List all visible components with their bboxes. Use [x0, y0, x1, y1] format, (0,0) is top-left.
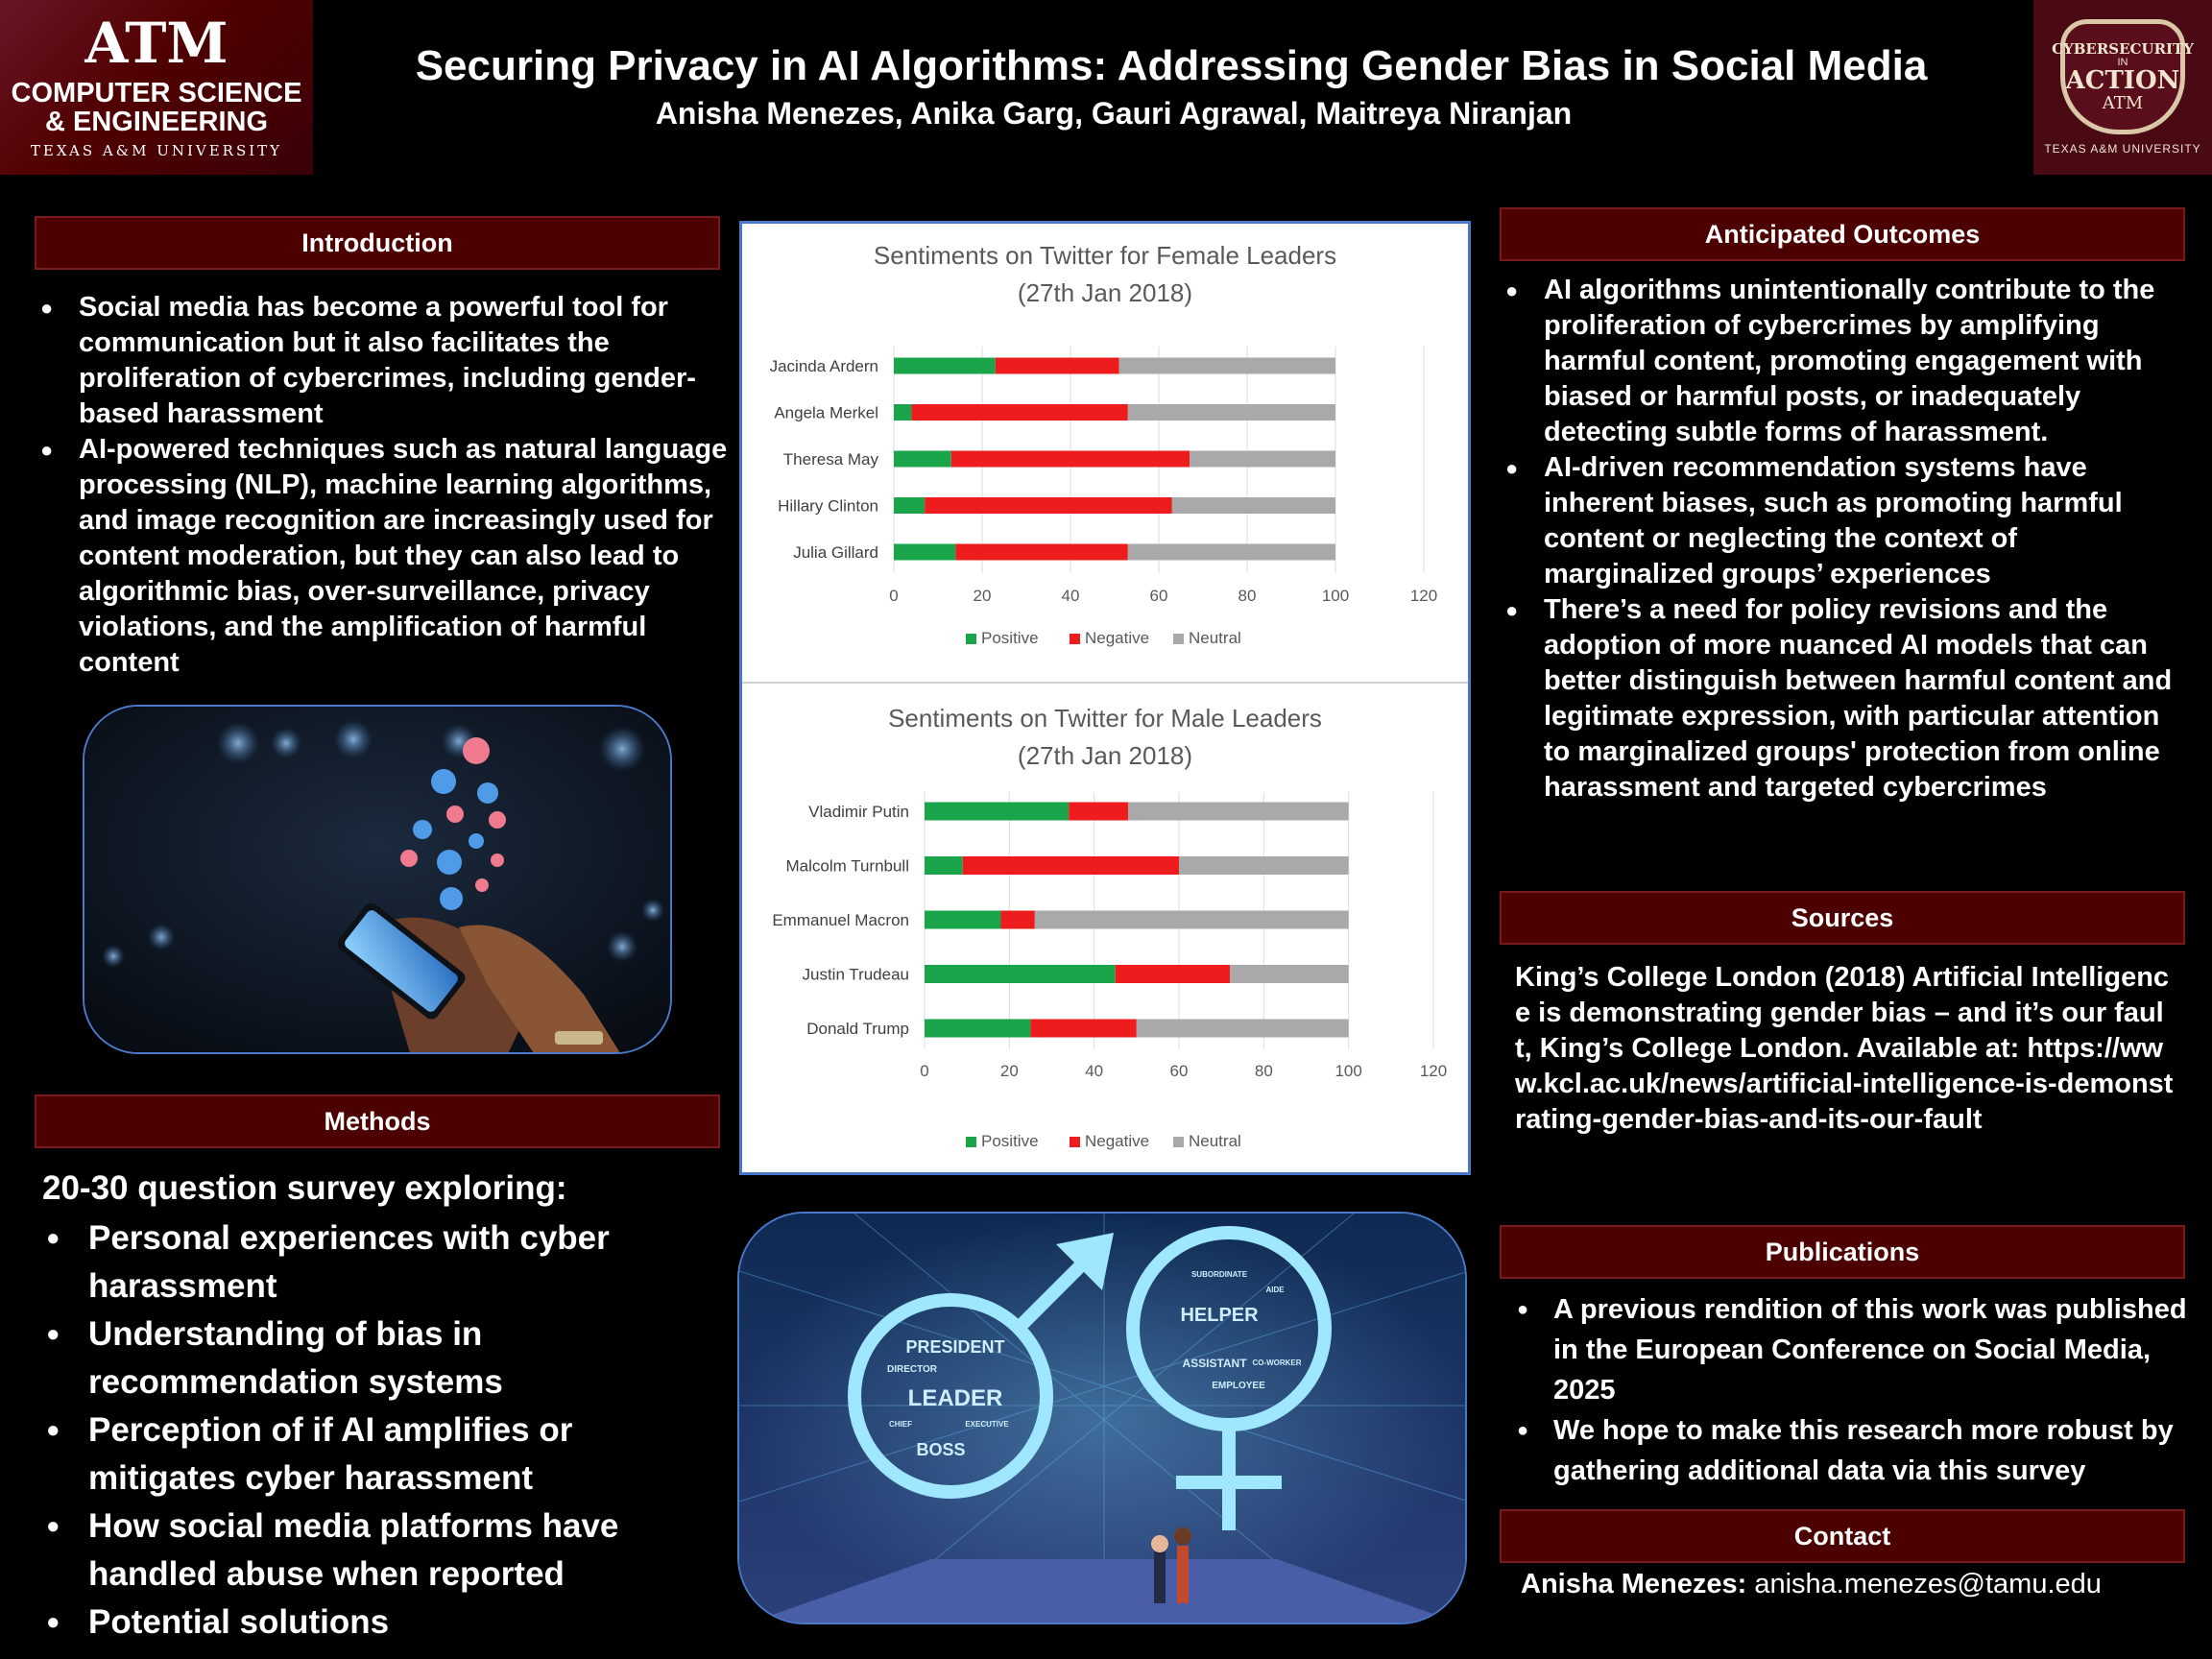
- list-item: ● There’s a need for policy revisions and the adoption of more nuanced AI models that can better distinguish between harmful content and legitimate expression, with particular attention to marginalized groups' protection from online harassment and targeted cybercrimes: [1503, 592, 2176, 805]
- category-label: Donald Trump: [806, 1020, 909, 1038]
- contact-email: anisha.menezes@tamu.edu: [1746, 1569, 2102, 1599]
- category-label: Jacinda Ardern: [769, 357, 878, 375]
- chart-subtitle: (27th Jan 2018): [1017, 278, 1193, 307]
- word-assistant: ASSISTANT: [1182, 1357, 1247, 1370]
- sentiment-charts-panel: [739, 221, 1471, 1175]
- legend-swatch-positive: [966, 634, 976, 644]
- bar-negative: [951, 451, 1190, 468]
- chart-title: Sentiments on Twitter for Female Leaders: [873, 241, 1337, 270]
- introduction-list: [38, 290, 730, 681]
- word-director: DIRECTOR: [886, 1364, 938, 1375]
- badge-line1: CYBERSECURITY: [2052, 39, 2194, 58]
- methods-heading: Methods: [35, 1094, 720, 1148]
- dept-name-line2: & ENGINEERING: [44, 107, 269, 137]
- publications-list: [1515, 1289, 2187, 1491]
- x-tick-label: 20: [973, 587, 992, 605]
- list-item: ● Understanding of bias in recommendation systems: [42, 1310, 714, 1407]
- bar-positive: [894, 404, 911, 421]
- dept-name-line1: COMPUTER SCIENCE: [11, 78, 302, 108]
- list-item: ● We hope to make this research more robust by gathering additional data via this survey: [1515, 1410, 2187, 1491]
- bar-positive: [925, 803, 1069, 821]
- category-label: Theresa May: [782, 450, 878, 469]
- bar-negative: [1069, 803, 1128, 821]
- contact-name: Anisha Menezes:: [1521, 1569, 1747, 1599]
- word-president: PRESIDENT: [905, 1337, 1005, 1357]
- bar-negative: [963, 856, 1179, 875]
- contact-line: [1521, 1569, 2102, 1600]
- word-boss: BOSS: [916, 1440, 966, 1459]
- legend-label: Neutral: [1189, 1132, 1241, 1150]
- category-label: Emmanuel Macron: [772, 911, 909, 929]
- cybersecurity-in-action-logo: [2033, 0, 2212, 175]
- bar-negative: [996, 358, 1119, 374]
- x-tick-label: 0: [920, 1062, 929, 1080]
- methods-list: [42, 1214, 714, 1647]
- x-tick-label: 0: [889, 587, 899, 605]
- bar-neutral: [1035, 911, 1349, 929]
- list-item: ● AI-powered techniques such as natural language processing (NLP), machine learning algorithms, and image recognition are increasingly used for content moderation, but they can also lead to algorithmic bias, over-surveillance, privacy violations, and the amplification of harmful content: [38, 432, 730, 681]
- x-tick-label: 20: [999, 1062, 1019, 1080]
- introduction-heading: Introduction: [35, 216, 720, 270]
- x-tick-label: 100: [1321, 587, 1350, 605]
- sources-heading: Sources: [1500, 891, 2185, 945]
- atm-logo-mark: ATM: [84, 11, 228, 76]
- x-tick-label: 120: [1419, 1062, 1448, 1080]
- x-tick-label: 60: [1149, 587, 1168, 605]
- word-leader: LEADER: [907, 1385, 1003, 1411]
- category-label: Hillary Clinton: [778, 496, 878, 516]
- bar-neutral: [1128, 404, 1335, 421]
- bar-positive: [925, 965, 1116, 983]
- bar-positive: [894, 544, 955, 561]
- bar-positive: [925, 1020, 1030, 1038]
- bar-negative: [1001, 911, 1035, 929]
- list-item: ● Potential solutions: [42, 1599, 714, 1647]
- chart-title: Sentiments on Twitter for Male Leaders: [888, 704, 1322, 733]
- methods-lead: 20-30 question survey exploring:: [42, 1169, 567, 1207]
- bar-negative: [925, 497, 1172, 514]
- sources-citation: King’s College London (2018) Artificial Intelligence is demonstrating gender bias – and it’s our fault, King’s College London. Available at: https://www.kcl.ac.uk/news/artificial-intelligence-is-demonstrating-gender-bias-and-its-our-fault: [1515, 962, 2174, 1135]
- bar-positive: [925, 911, 1001, 929]
- word-employee: EMPLOYEE: [1212, 1381, 1265, 1391]
- university-name: TEXAS A&M UNIVERSITY: [30, 142, 283, 159]
- word-chief: CHIEF: [889, 1420, 912, 1429]
- bar-positive: [894, 358, 996, 374]
- category-label: Malcolm Turnbull: [785, 856, 909, 876]
- outcomes-list: [1503, 273, 2176, 805]
- category-label: Julia Gillard: [793, 543, 878, 562]
- poster-authors: Anisha Menezes, Anika Garg, Gauri Agrawal, Maitreya Niranjan: [655, 96, 1573, 131]
- poster-title: Securing Privacy in AI Algorithms: Addressing Gender Bias in Social Media: [415, 42, 1928, 89]
- bar-negative: [1116, 965, 1230, 983]
- badge-mark: ATM: [2102, 92, 2144, 113]
- bar-positive: [894, 497, 925, 514]
- category-label: Vladimir Putin: [808, 803, 909, 821]
- sentiment-charts: [742, 224, 1468, 1172]
- social-media-phone-image: [83, 705, 672, 1054]
- bar-neutral: [1128, 803, 1349, 821]
- bar-neutral: [1119, 358, 1335, 374]
- bar-positive: [925, 856, 963, 875]
- bar-neutral: [1230, 965, 1349, 983]
- cse-logo: [0, 0, 313, 175]
- bar-neutral: [1128, 544, 1335, 561]
- outcomes-heading: Anticipated Outcomes: [1500, 207, 2185, 261]
- x-tick-label: 40: [1061, 587, 1080, 605]
- legend-label: Neutral: [1189, 629, 1241, 647]
- x-tick-label: 60: [1169, 1062, 1189, 1080]
- bar-neutral: [1137, 1020, 1349, 1038]
- word-aide: AIDE: [1265, 1286, 1285, 1294]
- word-executive: EXECUTIVE: [965, 1420, 1009, 1429]
- bar-negative: [955, 544, 1127, 561]
- legend-swatch-negative: [1070, 634, 1080, 644]
- badge-line3: ACTION: [2065, 65, 2180, 95]
- chart-subtitle: (27th Jan 2018): [1017, 741, 1193, 770]
- list-item: ● Personal experiences with cyber harassment: [42, 1214, 714, 1310]
- list-item: ● Perception of if AI amplifies or mitigates cyber harassment: [42, 1407, 714, 1503]
- category-label: Justin Trudeau: [802, 965, 909, 984]
- bar-neutral: [1190, 451, 1335, 468]
- x-tick-label: 120: [1409, 587, 1438, 605]
- bar-negative: [1030, 1020, 1136, 1038]
- list-item: ● A previous rendition of this work was published in the European Conference on Social Media, 2025: [1515, 1289, 2187, 1410]
- badge-line2: IN: [2117, 56, 2128, 68]
- x-tick-label: 80: [1254, 1062, 1273, 1080]
- word-co-worker: CO-WORKER: [1252, 1358, 1302, 1367]
- shield-badge: [2052, 19, 2194, 134]
- legend-label: Positive: [981, 1132, 1039, 1150]
- list-item: ● AI algorithms unintentionally contribute to the proliferation of cybercrimes by amplifying harmful content, promoting engagement with biased or harmful posts, or inadequately detecting subtle forms of harassment.: [1503, 273, 2176, 450]
- gender-bias-illustration: [737, 1212, 1467, 1624]
- word-subordinate: SUBORDINATE: [1190, 1270, 1248, 1279]
- bar-neutral: [1172, 497, 1335, 514]
- bar-neutral: [1179, 856, 1349, 875]
- list-item: ● How social media platforms have handled abuse when reported: [42, 1503, 714, 1599]
- legend-label: Positive: [981, 629, 1039, 647]
- x-tick-label: 40: [1085, 1062, 1104, 1080]
- publications-heading: Publications: [1500, 1225, 2185, 1279]
- word-helper: HELPER: [1180, 1305, 1259, 1326]
- list-item: ● Social media has become a powerful tool for communication but it also facilitates the proliferation of cybercrimes, including gender-based harassment: [38, 290, 730, 432]
- contact-heading: Contact: [1500, 1509, 2185, 1563]
- badge-university: TEXAS A&M UNIVERSITY: [2044, 142, 2201, 156]
- legend-label: Negative: [1085, 1132, 1150, 1150]
- category-label: Angela Merkel: [774, 403, 878, 422]
- legend-swatch-neutral: [1173, 1137, 1184, 1147]
- list-item: ● AI-driven recommendation systems have inherent biases, such as promoting harmful content or neglecting the context of marginalized groups’ experiences: [1503, 450, 2176, 592]
- x-tick-label: 80: [1238, 587, 1257, 605]
- bar-negative: [911, 404, 1127, 421]
- legend-swatch-positive: [966, 1137, 976, 1147]
- legend-swatch-negative: [1070, 1137, 1080, 1147]
- x-tick-label: 100: [1334, 1062, 1362, 1080]
- legend-swatch-neutral: [1173, 634, 1184, 644]
- legend-label: Negative: [1085, 629, 1150, 647]
- bar-positive: [894, 451, 951, 468]
